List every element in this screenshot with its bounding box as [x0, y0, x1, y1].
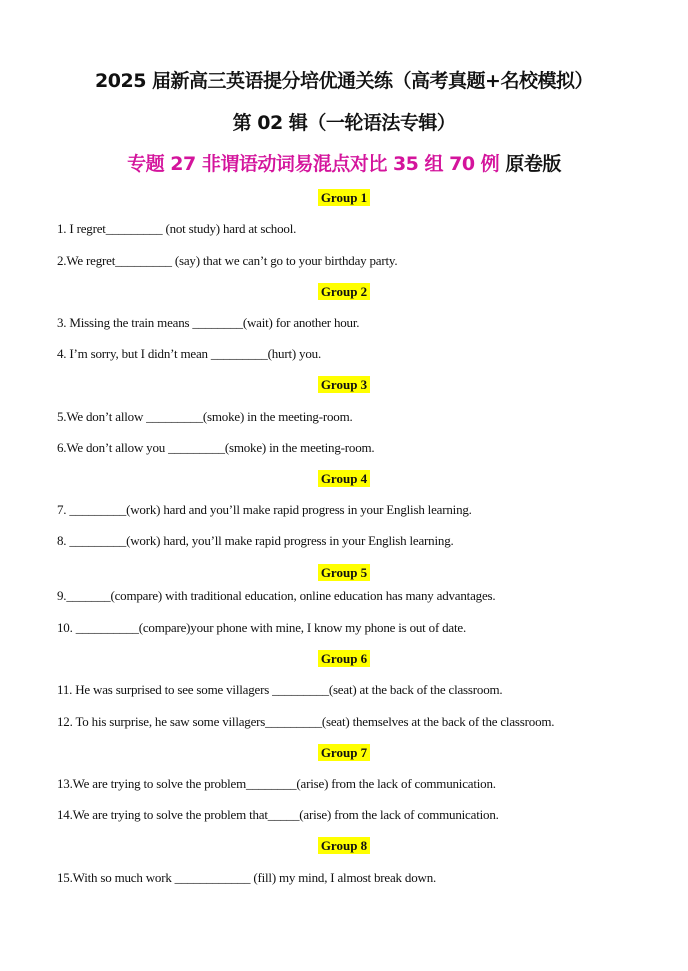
- group-heading: Group 7: [0, 744, 688, 762]
- exercise-item: 12. To his surprise, he saw some villagers_________(seat) themselves at the back of the classroom.: [57, 714, 555, 729]
- exercise-item: 3. Missing the train means ________(wait) for another hour.: [57, 315, 360, 330]
- exercise-item: 4. I’m sorry, but I didn’t mean _________(hurt) you.: [57, 346, 322, 361]
- exercise-item: 1. I regret_________ (not study) hard at school.: [57, 221, 297, 236]
- group-heading: Group 1: [0, 189, 688, 207]
- group-heading: Group 5: [0, 564, 688, 582]
- exercise-item: 11. He was surprised to see some villagers _________(seat) at the back of the classroom.: [57, 682, 503, 697]
- group-heading: Group 3: [0, 376, 688, 394]
- group-heading: Group 8: [0, 837, 688, 855]
- topic-title-suffix: 原卷版: [505, 153, 561, 175]
- exercise-item: 15.With so much work ____________ (fill) my mind, I almost break down.: [57, 870, 437, 885]
- document-subtitle: 第 02 辑（一轮语法专辑）: [232, 112, 456, 134]
- exercise-item: 10. __________(compare)your phone with mine, I know my phone is out of date.: [57, 620, 467, 635]
- exercise-item: 9._______(compare) with traditional education, online education has many advantages.: [57, 588, 496, 603]
- exercise-item: 6.We don’t allow you _________(smoke) in the meeting-room.: [57, 440, 375, 455]
- exercise-item: 14.We are trying to solve the problem that_____(arise) from the lack of communication.: [57, 807, 499, 822]
- group-heading: Group 2: [0, 283, 688, 301]
- exercise-item: 13.We are trying to solve the problem________(arise) from the lack of communication.: [57, 776, 496, 791]
- exercise-item: 7. _________(work) hard and you’ll make rapid progress in your English learning.: [57, 502, 472, 517]
- group-heading: Group 4: [0, 470, 688, 488]
- exercise-item: 8. _________(work) hard, you’ll make rapid progress in your English learning.: [57, 533, 454, 548]
- topic-title: [0, 149, 688, 176]
- exercise-item: 2.We regret_________ (say) that we can’t go to your birthday party.: [57, 253, 398, 268]
- group-heading: Group 6: [0, 650, 688, 668]
- document-title: 2025 届新高三英语提分培优通关练（高考真题+名校模拟）: [95, 70, 593, 92]
- exercise-item: 5.We don’t allow _________(smoke) in the meeting-room.: [57, 409, 353, 424]
- topic-title-main: 专题 27 非谓语动词易混点对比 35 组 70 例: [127, 153, 500, 175]
